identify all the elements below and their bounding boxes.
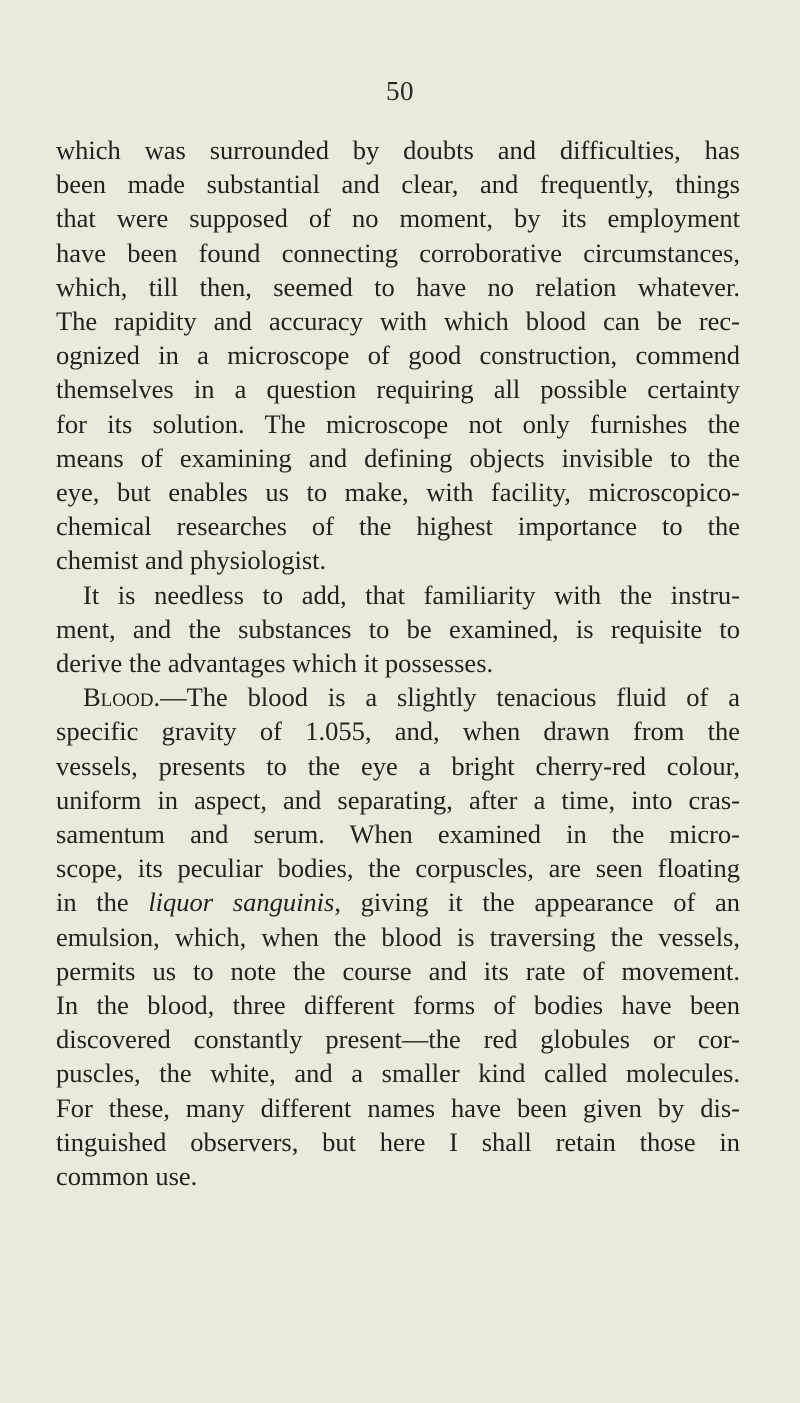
text-line: For these, many different names have been given by dis- [56,1092,740,1123]
text-line: have been found connecting corroborative circumstances, [56,237,740,268]
text-line: chemical researches of the highest importance to the [56,511,740,542]
text-line: It is needless to add, that familiarity with the instru- [83,579,740,610]
text-line: eye, but enables us to make, with facility, microscopico- [56,477,740,508]
text-fragment: —The blood is a slightly tenacious fluid of a [160,682,740,713]
text-line: uniform in aspect, and separating, after a time, into cras- [56,784,740,815]
text-line: themselves in a question requiring all possible certainty [56,374,740,405]
text-line: that were supposed of no moment, by its employment [56,203,740,234]
text-fragment: in the [56,887,149,918]
text-line: been made substantial and clear, and frequently, things [56,169,740,200]
text-line: puscles, the white, and a smaller kind called molecules. [56,1058,740,1089]
text-line: ognized in a microscope of good construction, commend [56,340,740,371]
text-line: derive the advantages which it possesses. [56,648,494,679]
text-line: specific gravity of 1.055, and, when drawn from the [56,716,740,747]
text-line: emulsion, which, when the blood is traversing the vessels, [56,921,740,952]
text-line: chemist and physiologist. [56,545,327,576]
text-line: ment, and the substances to be examined, is requisite to [56,613,740,644]
body-text [56,133,740,1193]
paragraph-2 [56,578,740,681]
text-line: for its solution. The microscope not only furnishes the [56,408,740,439]
text-line: which, till then, seemed to have no relation whatever. [56,271,740,302]
text-line: permits us to note the course and its rate of movement. [56,955,740,986]
section-heading: Blood. [83,682,161,713]
text-line: which was surrounded by doubts and difficulties, has [56,135,740,165]
text-line: samentum and serum. When examined in the micro- [56,819,740,850]
text-line: common use. [56,1161,198,1192]
page-number: 50 [386,76,414,106]
text-line: means of examining and defining objects invisible to the [56,442,740,473]
text-line: tinguished observers, but here I shall retain those in [56,1126,740,1157]
text-line [56,885,740,919]
text-line: The rapidity and accuracy with which blood can be rec- [56,306,740,337]
text-line: discovered constantly present—the red globules or cor- [56,1024,740,1055]
text-line: vessels, presents to the eye a bright cherry-red colour, [56,750,740,781]
italic-term: liquor sanguinis [148,887,335,918]
text-line [56,680,740,714]
text-line: scope, its peculiar bodies, the corpuscles, are seen floating [56,853,740,884]
text-line: In the blood, three different forms of bodies have been [56,990,740,1021]
text-fragment: , giving it the appearance of an [334,887,740,918]
paragraph-3 [56,680,740,1193]
paragraph-1 [56,133,740,578]
